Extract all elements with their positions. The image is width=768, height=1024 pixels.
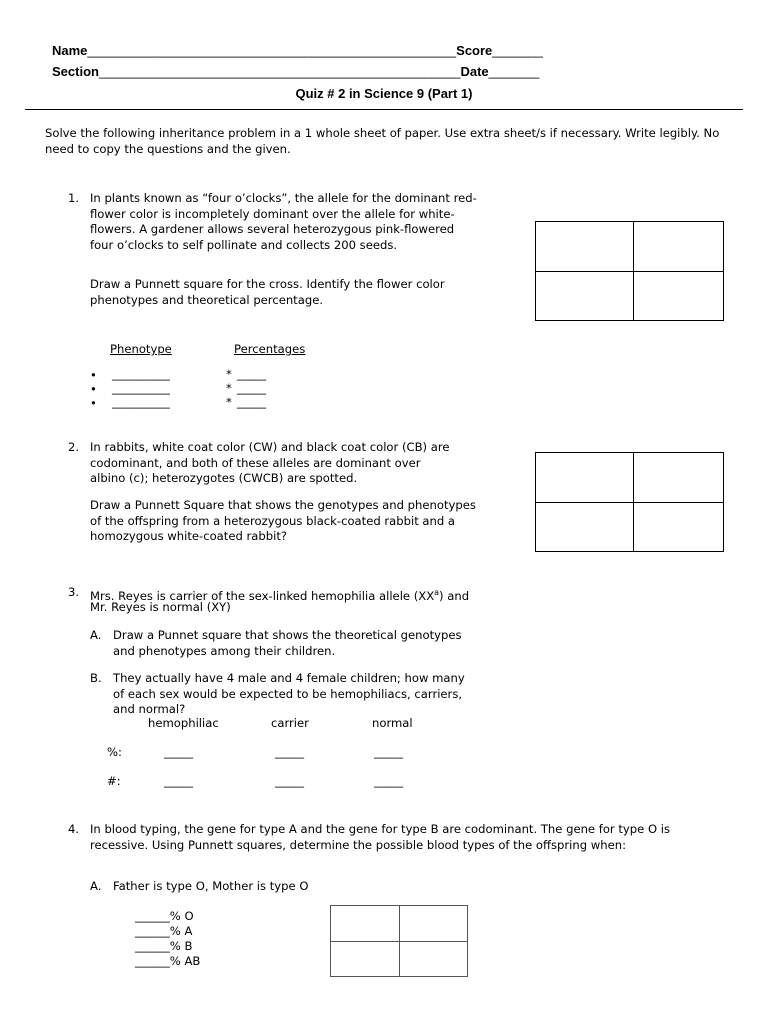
q3a-line: Draw a Punnet square that shows the theoretical genotypes (113, 628, 462, 642)
section-label: Section (52, 64, 99, 79)
phenotype-blank[interactable]: __________ (112, 367, 170, 381)
instructions-line-1: Solve the following inheritance problem in a 1 whole sheet of paper. Use extra sheet/s if necessary. Write legibly. No (45, 126, 720, 140)
bullet: • (90, 368, 97, 382)
q4-text (90, 822, 670, 853)
q3a-line: and phenotypes among their children. (113, 643, 336, 658)
normal-number-blank[interactable]: _____ (374, 774, 403, 788)
q2-line: albino (c); heterozygotes (CWCB) are spotted. (90, 471, 358, 485)
q1-task (90, 277, 445, 308)
q1-task-line: Draw a Punnett square for the cross. Identify the flower color (90, 277, 445, 291)
q1-line: flower color is incompletely dominant over the allele for white- (90, 206, 455, 221)
col-carrier: carrier (271, 716, 309, 730)
percentage-blank[interactable]: _____ (237, 395, 266, 409)
q4-line: In blood typing, the gene for type A and the gene for type B are codominant. The gene for type O is (90, 822, 671, 836)
q1-line: four o’clocks to self pollinate and collects 200 seeds. (90, 237, 398, 252)
q1-text (90, 191, 477, 253)
star: * (226, 381, 232, 395)
q3-line-2: Mr. Reyes is normal (XY) (90, 600, 231, 614)
row-number-label: #: (107, 774, 121, 788)
q3b-text (113, 671, 465, 718)
quiz-title: Quiz # 2 in Science 9 (Part 1) (295, 86, 473, 101)
blood-type-option[interactable]: ______% AB (135, 954, 201, 968)
col-normal: normal (372, 716, 413, 730)
date-label: Date (460, 64, 489, 79)
q3-line-1-main: Mrs. Reyes is carrier of the sex-linked hemophilia allele (XX (90, 588, 435, 603)
q4a-text: Father is type O, Mother is type O (113, 879, 309, 893)
q1-punnett-square (535, 221, 724, 321)
q2-line: In rabbits, white coat color (CW) and black coat color (CB) are (90, 440, 450, 454)
q3a-text (113, 628, 462, 659)
q2-number: 2. (68, 440, 80, 454)
percentage-blank[interactable]: _____ (237, 381, 266, 395)
hemophiliac-percent-blank[interactable]: _____ (164, 745, 193, 759)
q2-task-line: homozygous white-coated rabbit? (90, 529, 288, 543)
q2-punnett-square (535, 452, 724, 552)
q3b-line: They actually have 4 male and 4 female children; how many (113, 671, 465, 685)
score-blank[interactable]: _______ (492, 43, 543, 58)
q2-line: codominant, and both of these alleles are dominant over (90, 455, 421, 470)
q4-line: recessive. Using Punnett squares, determine the possible blood types of the offspring when: (90, 837, 626, 852)
star: * (226, 367, 232, 381)
q2-task-line: Draw a Punnett Square that shows the genotypes and phenotypes (90, 498, 476, 512)
q3b-line: of each sex would be expected to be hemophiliacs, carriers, (113, 686, 463, 701)
instructions-line-2: need to copy the questions and the given. (45, 142, 291, 156)
phenotype-header: Phenotype (110, 342, 172, 356)
q4-number: 4. (68, 822, 80, 836)
normal-percent-blank[interactable]: _____ (374, 745, 403, 759)
phenotype-blank[interactable]: __________ (112, 381, 170, 395)
q1-line: flowers. A gardener allows several heterozygous pink-flowered (90, 222, 455, 236)
blood-type-option[interactable]: ______% B (135, 939, 193, 953)
star: * (226, 395, 232, 409)
q1-task-line: phenotypes and theoretical percentage. (90, 292, 324, 307)
hemophiliac-number-blank[interactable]: _____ (164, 774, 193, 788)
name-label: Name (52, 43, 88, 58)
carrier-percent-blank[interactable]: _____ (275, 745, 304, 759)
q3-number: 3. (68, 585, 80, 599)
q3b-label: B. (90, 671, 102, 685)
q1-line: In plants known as “four o’clocks”, the allele for the dominant red- (90, 191, 477, 205)
score-label: Score (456, 43, 493, 58)
row-percent-label: %: (107, 745, 122, 759)
percentage-blank[interactable]: _____ (237, 367, 266, 381)
blood-type-option[interactable]: ______% O (135, 909, 194, 923)
percentages-header: Percentages (234, 342, 306, 356)
blood-type-options (135, 909, 200, 970)
q3-superscript: a (434, 588, 440, 597)
bullet: • (90, 396, 97, 410)
blood-type-option[interactable]: ______% A (135, 924, 193, 938)
date-blank[interactable]: _______ (488, 64, 540, 79)
q3a-label: A. (90, 628, 102, 642)
q4a-punnett-square (330, 905, 468, 977)
q1-number: 1. (68, 191, 80, 205)
q2-text (90, 440, 450, 487)
q3b-line: and normal? (113, 702, 186, 716)
name-blank[interactable]: ___________________________________________________ (87, 43, 457, 58)
phenotype-blank[interactable]: __________ (112, 395, 170, 409)
bullet: • (90, 382, 97, 396)
q4a-label: A. (90, 879, 102, 893)
q3-line-1-end: ) and (439, 588, 470, 603)
col-hemophiliac: hemophiliac (148, 716, 219, 730)
q2-task (90, 498, 476, 545)
section-blank[interactable]: __________________________________________________ (98, 64, 461, 79)
name-row (52, 43, 543, 58)
section-row (52, 64, 539, 79)
q2-task-line: of the offspring from a heterozygous black-coated rabbit and a (90, 513, 456, 528)
header-divider (25, 109, 743, 110)
carrier-number-blank[interactable]: _____ (275, 774, 304, 788)
